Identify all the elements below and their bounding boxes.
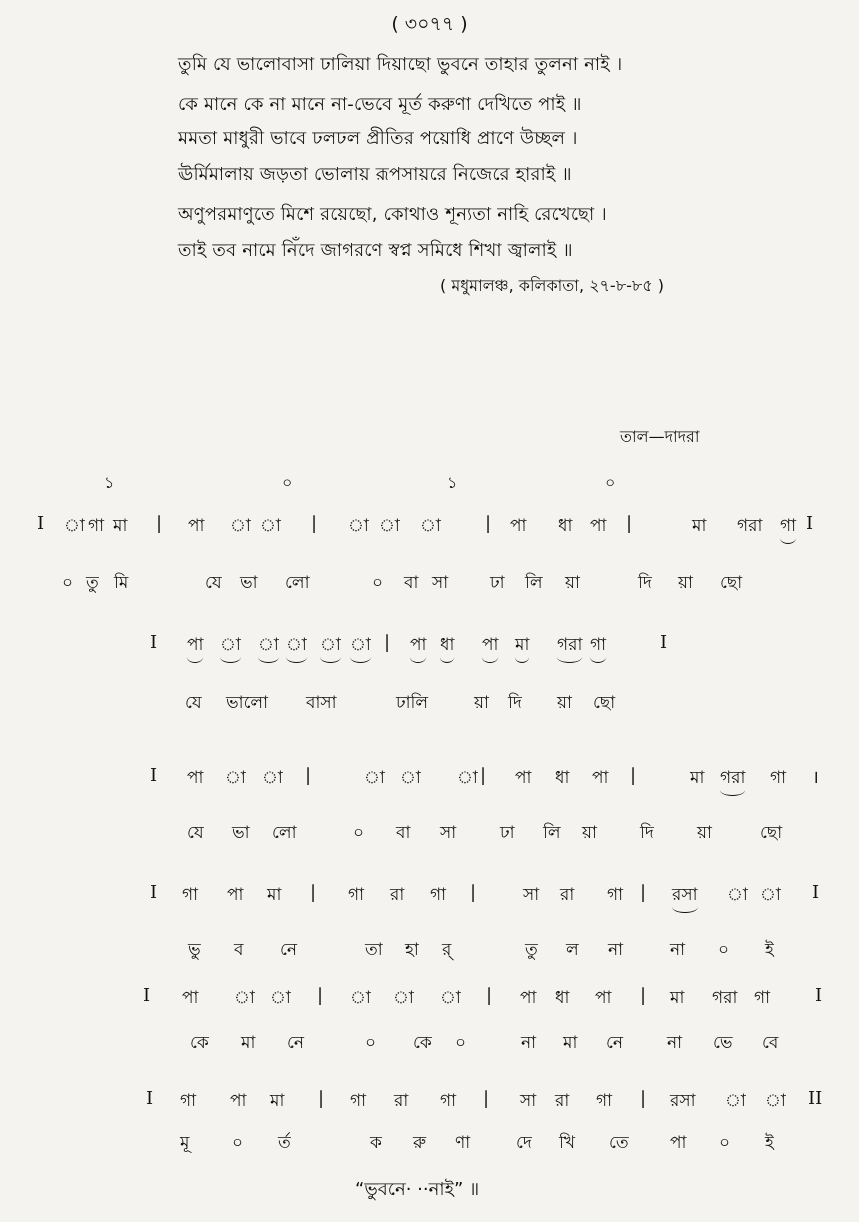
lyric-syllable: দি [638, 573, 652, 593]
barline: | [311, 513, 318, 534]
lyric-syllable: তু [525, 940, 538, 960]
lyric-line-4: ঊর্মিমালায় জড়তা ভোলায় রূপসায়রে নিজেরে হারাই ॥ [178, 164, 572, 185]
lyric-syllable: ছো [760, 823, 783, 843]
page-number: ( ৩০৭৭ ) [391, 13, 468, 35]
lyric-syllable: র্ [442, 940, 452, 960]
swara-note: মা [267, 885, 282, 905]
swara-note: পা [227, 885, 244, 905]
lyric-syllable: ০ [372, 573, 384, 593]
barline: | [483, 1088, 490, 1109]
swara-note: া [270, 988, 291, 1008]
lyric-syllable: ভা [232, 823, 250, 843]
lyric-syllable: তে [609, 1133, 629, 1153]
swara-note: া [400, 768, 421, 788]
lyric-syllable: য়া [697, 823, 712, 843]
swara-note: মা [515, 632, 529, 663]
lyric-line-1: তুমি যে ভালোবাসা ঢালিয়া দিয়াছো ভুবনে তাহার তুলনা নাই । [178, 54, 623, 75]
lyric-syllable: লি [525, 573, 543, 593]
swara-note: গা [180, 1091, 197, 1111]
lyric-syllable: সা [440, 823, 457, 843]
barline: | [640, 1088, 647, 1109]
swara-note: রসা [672, 882, 698, 913]
barline: | [470, 882, 477, 903]
lyric-syllable: দি [508, 693, 522, 713]
barline: | [640, 985, 647, 1006]
barline: I [143, 985, 151, 1006]
swara-note: মা [113, 516, 128, 536]
beat-mark: ১ [104, 473, 115, 492]
lyric-syllable: লো [285, 573, 310, 593]
swara-note: গরা [737, 516, 763, 536]
swara-note: পা [187, 768, 204, 788]
lyric-syllable: তা [365, 940, 383, 960]
swara-note: সা [520, 1091, 537, 1111]
lyric-syllable: যে [205, 573, 222, 593]
swara-note: গা [754, 988, 771, 1008]
lyric-syllable: বাসা [306, 693, 337, 713]
lyric-syllable: ০ [232, 1133, 244, 1153]
lyric-syllable: য়া [565, 573, 580, 593]
swara-note: ধা [558, 516, 573, 536]
lyric-line-5: অণুপরমাণুতে মিশে রয়েছো, কোথাও শূন্যতা নাহি রেখেছো । [178, 204, 607, 225]
swara-note: পা [515, 768, 532, 788]
lyric-syllable: হা [405, 940, 419, 960]
composition-credit: ( মধুমালঞ্চ, কলিকাতা, ২৭-৮-৮৫ ) [440, 276, 664, 295]
lyric-syllable: যে [187, 823, 204, 843]
barline: I [37, 513, 45, 534]
lyric-syllable: ০ [365, 1033, 377, 1053]
swara-note: া [225, 768, 246, 788]
lyric-syllable: কে [190, 1033, 209, 1053]
refrain-cue: “ভুবনে· ··নাই” ॥ [355, 1179, 480, 1200]
lyric-syllable: নে [280, 940, 298, 960]
lyric-syllable: রু [413, 1133, 427, 1153]
swara-note: রা [555, 1091, 570, 1111]
lyric-syllable: দি [640, 823, 654, 843]
lyric-syllable: ভে [713, 1033, 733, 1053]
beat-mark: ১ [447, 473, 458, 492]
lyric-syllable: ণা [455, 1133, 471, 1153]
swara-note: া [725, 1091, 746, 1111]
swara-note: া [457, 768, 478, 788]
swara-note: রা [560, 885, 575, 905]
lyric-syllable: ঢা [490, 573, 505, 593]
swara-note: গা [88, 516, 105, 536]
barline: I [660, 632, 668, 653]
lyric-syllable: ল [566, 940, 579, 960]
swara-note: া [393, 988, 414, 1008]
beat-mark: ০ [282, 473, 293, 492]
swara-note: পা [230, 1091, 247, 1111]
swara-note: পা [182, 988, 199, 1008]
swara-note: া [350, 988, 371, 1008]
barline: | [384, 632, 391, 653]
lyric-syllable: ভু [188, 940, 201, 960]
lyric-syllable: নে [606, 1033, 624, 1053]
swara-note: গা [780, 513, 796, 544]
lyric-syllable: ঢা [500, 823, 515, 843]
swara-note: পা [482, 632, 498, 663]
swara-note: মা [670, 988, 685, 1008]
lyric-syllable: য়া [582, 823, 597, 843]
swara-note: া [64, 516, 85, 536]
swara-note: া [220, 632, 241, 663]
swara-note: া [230, 516, 251, 536]
swara-note: া [727, 885, 748, 905]
lyric-syllable: না [608, 940, 624, 960]
swara-note: রা [390, 885, 405, 905]
swara-note: পা [188, 516, 205, 536]
beat-mark: ০ [605, 473, 616, 492]
barline: । [812, 767, 819, 788]
swara-note: া [260, 516, 281, 536]
barline: II [808, 1088, 823, 1109]
swara-note: গা [430, 885, 447, 905]
swara-note: গা [440, 1091, 457, 1111]
swara-note: পা [187, 632, 203, 663]
lyric-syllable: র্ত [278, 1133, 291, 1153]
lyric-syllable: য়া [678, 573, 693, 593]
lyric-syllable: মা [563, 1033, 578, 1053]
barline: I [150, 882, 158, 903]
lyric-syllable: ক [370, 1133, 382, 1153]
lyric-syllable: না [670, 940, 686, 960]
barline: | [486, 985, 493, 1006]
lyric-syllable: খি [559, 1133, 576, 1153]
barline: | [630, 765, 637, 786]
lyric-syllable: ঢালি [396, 693, 429, 713]
swara-note: া [234, 988, 255, 1008]
lyric-syllable: য়া [557, 693, 572, 713]
swara-note: গা [770, 768, 787, 788]
lyric-syllable: পা [670, 1133, 687, 1153]
lyric-syllable: মূ [180, 1133, 190, 1153]
swara-note: া [258, 632, 279, 663]
swara-note: া [420, 516, 441, 536]
lyric-line-2: কে মানে কে না মানে না-ভেবে মূর্ত করুণা দেখিতে পাই ॥ [178, 94, 582, 115]
swara-note: গরা [712, 988, 738, 1008]
lyric-syllable: ০ [353, 823, 365, 843]
lyric-syllable: ব [234, 940, 244, 960]
swara-note: পা [592, 768, 609, 788]
swara-note: পা [520, 988, 537, 1008]
swara-note: া [379, 516, 400, 536]
swara-note: া [364, 768, 385, 788]
lyric-syllable: দে [516, 1133, 532, 1153]
lyric-syllable: ০ [718, 940, 730, 960]
lyric-syllable: না [667, 1033, 683, 1053]
swara-note: া [262, 768, 283, 788]
lyric-syllable: সা [432, 573, 449, 593]
swara-note: গরা [557, 632, 582, 663]
barline: I [806, 513, 814, 534]
barline: I [150, 765, 158, 786]
swara-note: ধা [440, 632, 454, 663]
swara-note: া [286, 632, 307, 663]
swara-note: মা [690, 768, 705, 788]
lyric-syllable: মি [114, 573, 129, 593]
barline: | [485, 513, 492, 534]
barline: I [815, 985, 823, 1006]
lyric-syllable: লো [272, 823, 297, 843]
lyric-syllable: না [521, 1033, 537, 1053]
swara-note: গা [348, 885, 365, 905]
swara-note: গরা [720, 765, 745, 796]
swara-note: া [760, 885, 781, 905]
swara-note: া [765, 1091, 786, 1111]
barline: I [150, 632, 158, 653]
lyric-syllable: মা [241, 1033, 256, 1053]
lyric-syllable: লি [543, 823, 561, 843]
lyric-syllable: বে [762, 1033, 779, 1053]
swara-note: গা [590, 632, 606, 663]
swara-note: গা [350, 1091, 367, 1111]
swara-note: রা [394, 1091, 409, 1111]
lyric-syllable: ভা [240, 573, 258, 593]
lyric-syllable: নে [287, 1033, 305, 1053]
tala-label: তাল—দাদরা [620, 427, 700, 446]
lyric-syllable: ০ [455, 1033, 467, 1053]
barline: | [317, 985, 324, 1006]
swara-note: পা [510, 516, 527, 536]
swara-note: মা [692, 516, 707, 536]
swara-note: া [348, 516, 369, 536]
swara-note: া [350, 632, 371, 663]
swara-note: া [440, 988, 461, 1008]
swara-note: ধা [555, 768, 570, 788]
swara-note: মা [270, 1091, 285, 1111]
barline: | [318, 1088, 325, 1109]
swara-note: রসা [670, 1091, 696, 1111]
swara-note: গা [607, 885, 624, 905]
lyric-syllable: বা [404, 573, 419, 593]
lyric-line-3: মমতা মাধুরী ভাবে ঢলঢল প্রীতির পয়োধি প্রাণে উচ্ছল । [178, 128, 578, 149]
barline: | [156, 513, 163, 534]
swara-note: পা [410, 632, 426, 663]
lyric-line-6: তাই তব নামে নিঁদে জাগরণে স্বপ্ন সমিধে শিখা জ্বালাই ॥ [178, 240, 573, 261]
barline: | [305, 765, 312, 786]
swara-note: া [320, 632, 341, 663]
lyric-syllable: ভালো [226, 693, 269, 713]
lyric-syllable: তু [86, 573, 99, 593]
lyric-syllable: ছো [593, 693, 616, 713]
barline: | [310, 882, 317, 903]
barline: I [146, 1088, 154, 1109]
barline: | [640, 882, 647, 903]
lyric-syllable: যে [185, 693, 202, 713]
lyric-syllable: ই [765, 1133, 774, 1153]
lyric-syllable: ছো [720, 573, 743, 593]
swara-note: গা [596, 1091, 613, 1111]
barline: I [812, 882, 820, 903]
swara-note: গা [182, 885, 199, 905]
lyric-syllable: য়া [474, 693, 489, 713]
barline: | [480, 765, 487, 786]
barline: | [626, 513, 633, 534]
swara-note: সা [523, 885, 540, 905]
lyric-syllable: কে [413, 1033, 432, 1053]
lyric-syllable: বা [396, 823, 411, 843]
lyric-syllable: ০ [719, 1133, 731, 1153]
swara-note: ধা [555, 988, 570, 1008]
swara-note: পা [590, 516, 607, 536]
lyric-syllable: ০ [62, 573, 74, 593]
swara-note: পা [595, 988, 612, 1008]
lyric-syllable: ই [765, 940, 774, 960]
